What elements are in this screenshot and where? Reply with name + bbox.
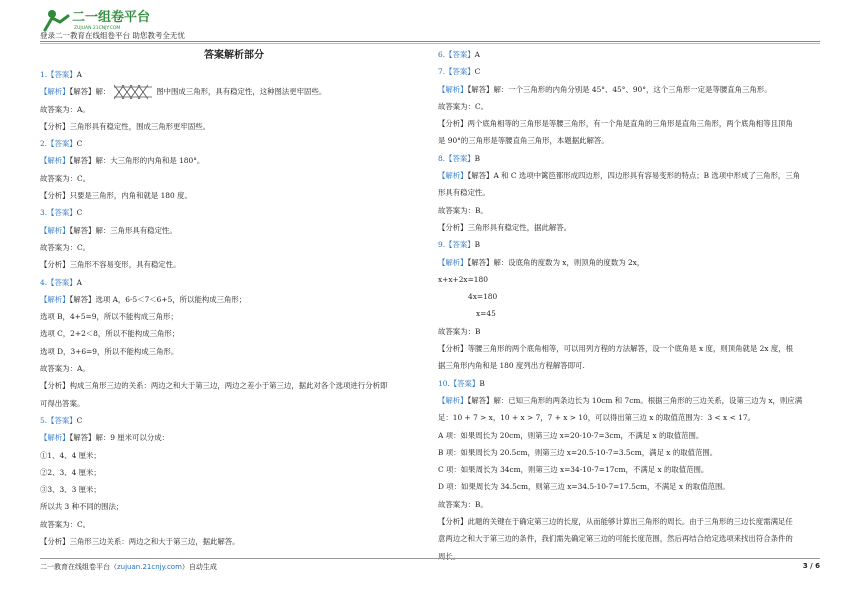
answer-line: [438, 46, 822, 63]
answer-line: x+x+2x=180: [438, 274, 488, 284]
answer-line: [438, 254, 822, 271]
answer-line: [40, 412, 428, 429]
answer-line: 故答案为：B。: [438, 205, 488, 215]
right-column: [438, 46, 822, 565]
answer-text: B: [474, 153, 481, 163]
answer-line: [438, 150, 822, 167]
answer-line: 故答案为：C。: [40, 242, 90, 252]
answer-line: [40, 274, 428, 291]
answer-text: 【解答】解：: [69, 87, 111, 97]
header-subtitle: 登录二一教育在线组卷平台 助您教考全无忧: [40, 31, 185, 40]
answer-line: [438, 375, 822, 392]
answer-text: 图中围成三角形，具有稳定性，这种图法更牢固些。: [156, 87, 327, 97]
answer-tag: 3.【答案】: [40, 208, 77, 218]
answer-tag: 7.【答案】: [438, 67, 475, 77]
answer-text: 【解答】A 和 C 选项中篱笆都形成四边形，四边形具有容易变形的特点；B 选项中形成了三角形，三角: [467, 171, 801, 181]
fence-triangle-figure: [114, 84, 152, 100]
footer: [40, 562, 820, 572]
answer-line: 【分析】等腰三角形的两个底角相等，可以用列方程的方法解答，设一个底角是 x 度，则顶角就是 2x 度，根: [438, 344, 794, 354]
answer-text: A: [76, 70, 82, 79]
answer-tag: 6.【答案】: [438, 50, 475, 59]
answer-line: [438, 392, 822, 409]
footer-suffix: ）自动生成: [181, 563, 217, 571]
answer-line: 故答案为：A。: [40, 364, 90, 374]
answer-line: 【分析】三角形三边关系：两边之和大于第三边，据此解答。: [40, 537, 240, 547]
answer-line: B 项：如果周长为 20.5cm，则第三边 x=20.5-10-7=3.5cm，满足 x 的取值范围。: [438, 447, 718, 457]
answer-line: 4x=180: [468, 292, 498, 302]
left-column: [40, 46, 428, 550]
svg-text:ZUJUAN.21CNJY.COM: ZUJUAN.21CNJY.COM: [74, 26, 121, 31]
answer-text: C: [76, 208, 83, 218]
answer-line: 足：10 + 7 > x，10 + x > 7，7 + x > 10，可以得出第三边 x 的取值范围为：3 < x < 17。: [438, 413, 755, 423]
answer-text: 【解答】解：9 厘米可以分成：: [69, 433, 170, 443]
answer-text: C: [474, 67, 481, 77]
answer-line: 选项 B，4+5=9，所以不能构成三角形；: [40, 312, 178, 322]
answer-text: A: [474, 50, 480, 59]
answer-tag: 【解析】: [40, 156, 70, 166]
answer-line: 是 90°的三角形是等腰直角三角形，本题据此解答。: [438, 136, 609, 146]
answer-tag: 【解析】: [40, 294, 70, 304]
answer-line: 故答案为：C。: [40, 173, 90, 183]
answer-line: [40, 66, 428, 83]
answer-text: 【解答】解：已知三角形的两条边长为 10cm 和 7cm。根据三角形的三边关系，设第三边为 x，则应满: [467, 395, 803, 405]
answer-tag: 【解析】: [438, 257, 468, 267]
answer-line: 故答案为：A。: [40, 104, 90, 114]
answer-text: 【解答】解：一个三角形的内角分别是 45°、45°、90°，这个三角形一定是等腰直角三角形。: [467, 84, 772, 94]
answer-line: 周长。: [438, 551, 461, 561]
answer-text: B: [479, 378, 485, 388]
answer-line: [40, 83, 428, 100]
answer-line: 【分析】三角形具有稳定性，据此解答。: [438, 222, 572, 232]
header-divider-thin: [40, 43, 820, 44]
answer-line: 故答案为：B。: [438, 499, 488, 509]
answer-tag: 【解析】: [40, 87, 70, 97]
answer-line: 形具有稳定性。: [438, 188, 490, 198]
answer-line: [40, 152, 428, 169]
answer-line: [438, 63, 822, 80]
page-number: 3 / 6: [802, 562, 820, 570]
answer-line: 意两边之和大于第三边的条件，我们需先确定第三边的可能长度范围，然后再结合给定选项来找出符合条件的: [438, 534, 793, 544]
answer-tag: 【解析】: [438, 84, 468, 94]
answer-line: D 项：如果周长为 34.5cm，则第三边 x=34.5-10-7=17.5cm，不满足 x 的取值范围。: [438, 482, 730, 492]
svg-text:二一组卷平台: 二一组卷平台: [72, 10, 151, 25]
answer-line: ①1、4、4 厘米；: [40, 450, 101, 460]
answer-line: ③3、3、3 厘米；: [40, 485, 101, 495]
answer-line: 【分析】三角形不容易变形，具有稳定性。: [40, 260, 181, 270]
answer-line: 故答案为：C。: [438, 101, 488, 111]
answer-line: 【分析】只要是三角形，内角和就是 180 度。: [40, 191, 192, 201]
answer-text: A: [76, 277, 82, 287]
answer-line: 选项 D，3+6=9，所以不能构成三角形。: [40, 346, 179, 356]
answer-line: 所以共 3 种不同的围法；: [40, 502, 124, 512]
answer-tag: 1.【答案】: [40, 70, 77, 79]
answer-tag: 【解析】: [438, 395, 468, 405]
answer-line: [40, 204, 428, 221]
answer-tag: 5.【答案】: [40, 415, 77, 425]
answer-line: 故答案为：B: [438, 326, 481, 336]
answer-line: C 项：如果周长为 34cm，则第三边 x=34-10-7=17cm，不满足 x 的取值范围。: [438, 465, 709, 475]
answer-tag: 9.【答案】: [438, 240, 475, 250]
answer-line: 【分析】构成三角形三边的关系：两边之和大于第三边，两边之差小于第三边，据此对各个选项进行分析即: [40, 381, 388, 391]
answer-line: [438, 236, 822, 253]
answer-line: 选项 C，2+2＜8，所以不能构成三角形；: [40, 329, 180, 339]
answer-line: 【分析】三角形具有稳定性，围成三角形更牢固些。: [40, 121, 210, 131]
answer-line: 可得出答案。: [40, 398, 85, 408]
answer-text: C: [76, 139, 83, 149]
footer-prefix: 二一教育在线组卷平台（: [40, 563, 117, 571]
answer-tag: 4.【答案】: [40, 277, 77, 287]
answer-tag: 【解析】: [40, 433, 70, 443]
answer-tag: 【解析】: [438, 171, 468, 181]
page-title: 答案解析部分: [204, 50, 264, 61]
answer-line: 【分析】此题的关键在于确定第三边的长度，从而能够计算出三角形的周长。由于三角形的三边长度需满足任: [438, 517, 793, 527]
answer-line: [40, 135, 428, 152]
answer-text: 【解答】解：设底角的度数为 x，则顶角的度数为 2x，: [467, 257, 645, 267]
answer-text: C: [76, 415, 83, 425]
header-divider: [40, 41, 820, 42]
answer-line: ②2、3、4 厘米；: [40, 467, 101, 477]
answer-line: [40, 222, 428, 239]
answer-line: [40, 429, 428, 446]
answer-tag: 2.【答案】: [40, 139, 77, 149]
answer-tag: 10.【答案】: [438, 378, 480, 388]
answer-tag: 8.【答案】: [438, 153, 475, 163]
answer-line: A 项：如果周长为 20cm，则第三边 x=20-10-7=3cm，不满足 x 的取值范围。: [438, 430, 704, 440]
answer-line: 【分析】两个底角相等的三角形是等腰三角形，有一个角是直角的三角形是直角三角形，两个底角相等且顶角: [438, 119, 793, 129]
answer-line: [40, 291, 428, 308]
answer-line: [438, 167, 822, 184]
footer-link[interactable]: zujuan.21cnjy.com: [117, 563, 182, 571]
answer-line: [438, 81, 822, 98]
answer-tag: 【解析】: [40, 225, 70, 235]
answer-text: 【解答】选项 A，6-5＜7＜6+5，所以能构成三角形；: [69, 294, 247, 304]
answer-line: x=45: [476, 309, 496, 319]
footer-divider: [40, 558, 820, 559]
answer-text: 【解答】解：大三角形的内角和是 180°。: [69, 156, 205, 166]
answer-line: 据三角形内角和是 180 度列出方程解答即可.: [438, 361, 585, 371]
answer-text: 【解答】解：三角形具有稳定性。: [69, 225, 177, 235]
answer-line: 故答案为：C。: [40, 519, 90, 529]
answer-text: B: [474, 240, 481, 250]
